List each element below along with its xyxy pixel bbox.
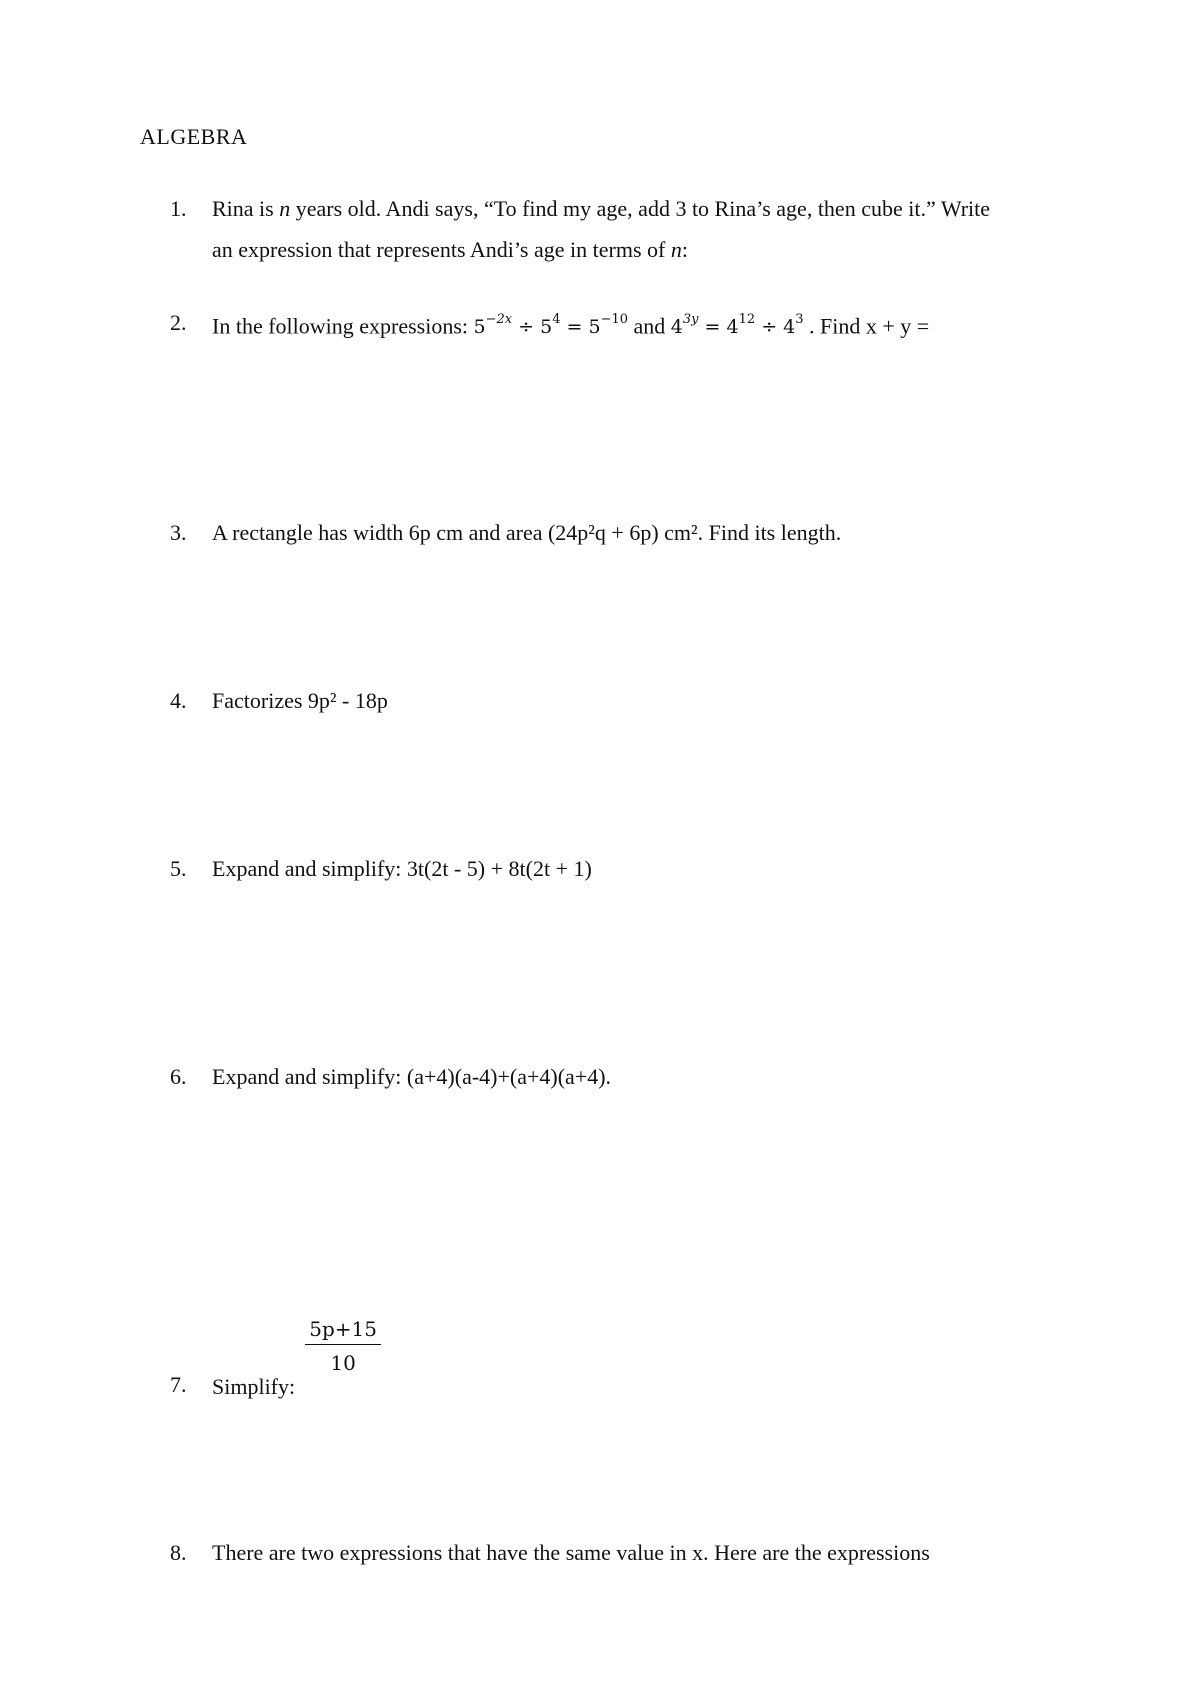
- question-4: [170, 680, 1100, 721]
- variable-n: n: [279, 196, 291, 221]
- question-2: [170, 302, 1100, 348]
- fraction-denominator: 10: [330, 1351, 356, 1375]
- question-1: [170, 188, 1100, 270]
- question-text: Expand and simplify: 3t(2t - 5) + 8t(2t + 1): [212, 856, 592, 881]
- question-text: Factorizes 9p² - 18p: [212, 688, 388, 713]
- question-text: Rina is n years old. Andi says, “To find my age, add 3 to Rina’s age, then cube it.” Write an expression that represents Andi’s age in terms of n:: [212, 196, 991, 262]
- variable-n: n: [670, 237, 682, 262]
- question-number: 6.: [170, 1064, 187, 1089]
- question-8: [170, 1532, 1100, 1573]
- exponent-equation-2: $4^{3y} = 4^{12} \div 4^3$: [670, 312, 804, 339]
- question-number: 3.: [170, 520, 187, 545]
- question-number: 5.: [170, 856, 187, 881]
- question-5: [170, 848, 1100, 889]
- fraction-numerator: 5p+15: [305, 1314, 381, 1345]
- question-number: 4.: [170, 688, 187, 713]
- fraction-expression: [305, 1317, 381, 1394]
- question-6: [170, 1056, 1100, 1097]
- question-number: 7.: [170, 1372, 187, 1397]
- question-number: 2.: [170, 310, 187, 335]
- question-number: 1.: [170, 196, 187, 221]
- question-3: [170, 512, 1100, 553]
- question-text: Expand and simplify: (a+4)(a-4)+(a+4)(a+4).: [212, 1064, 612, 1089]
- exponent-equation-1: $5^{-2x} \div 5^4 = 5^{-10}$: [473, 312, 629, 339]
- question-text: In the following expressions: $5^{-2x} \div 5^4 = 5^{-10}$ and $4^{3y} = 4^{12} \div 4^3$ . Find x + y =: [212, 312, 930, 339]
- question-text: There are two expressions that have the same value in x. Here are the expressions: [212, 1540, 930, 1565]
- question-7: [170, 1317, 1100, 1407]
- document-title: ALGEBRA: [140, 124, 248, 149]
- question-text: Simplify: $\frac{5p+15}{10}$: [212, 1364, 381, 1407]
- question-number: 8.: [170, 1540, 187, 1565]
- question-text: A rectangle has width 6p cm and area (24p²q + 6p) cm². Find its length.: [212, 520, 842, 545]
